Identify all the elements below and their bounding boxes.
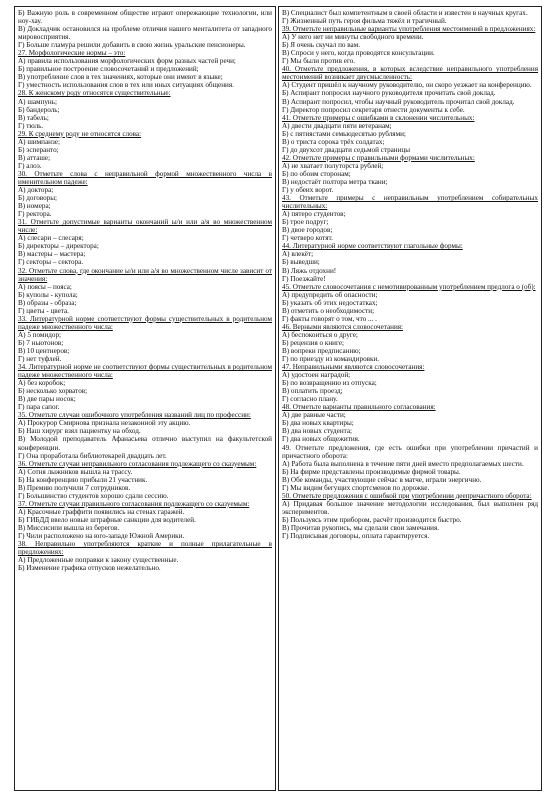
answer-line: А) поясы – пояса; <box>18 282 72 291</box>
answer-line: В) две пары носок; <box>18 395 76 404</box>
answer-line: В) 10 центнеров; <box>18 346 70 355</box>
answer-line: В) Прочитав рукопись, мы сделали свои замечания. <box>282 524 440 532</box>
answer-line: Г) цветы - цвета. <box>18 306 69 315</box>
answer-line: Б) по возвращению из отпуска; <box>282 379 377 388</box>
answer-line: В) мастеры – мастера; <box>18 250 86 259</box>
answer-line: В) употребление слов в тех значениях, которые они имеют в языке; <box>18 73 223 82</box>
answer-line: Г) ректора. <box>18 210 52 219</box>
answer-line: А) У него нет ни минуты свободного времени. <box>282 33 424 42</box>
answer-line: Б) по обоим сторонам; <box>282 169 351 178</box>
answer-line: Г) по приезду из командировки. <box>282 355 380 364</box>
question-text: 28. К женскому роду относятся существительные: <box>18 89 171 98</box>
question-text: 40. Отметьте предложения, в которых вследствие неправильного употребления местоимений возникает двусмысленность: <box>282 65 538 82</box>
answer-line: Г) секторы – сектора. <box>18 258 84 267</box>
answer-line: А) беспокоиться о друге; <box>282 330 358 339</box>
answer-line: Г) четверо котят. <box>282 234 333 243</box>
answer-line: В) Молодой преподаватель Афанасьева отлично выступил на факультетской конференции. <box>18 435 272 452</box>
answer-line: Г) уместность использования слов в тех или иных ситуациях общения. <box>18 81 234 90</box>
answer-line: А) шампунь; <box>18 97 57 106</box>
answer-line: Б) Пользуясь этим прибором, расчёт производится быстро. <box>282 515 462 524</box>
answer-line: В) о триста сорока трёх солдатах; <box>282 137 385 146</box>
answer-line: Б) два новых квартиры; <box>282 419 354 428</box>
answer-line: В) образы - образа; <box>18 298 77 307</box>
answer-line: А) Сотня лыжников вышла на трассу. <box>18 467 133 476</box>
answer-line: Б) рецензия о книге; <box>282 338 344 347</box>
answer-line: Г) до двухсот двадцати седьмой страницы <box>282 145 411 154</box>
answer-line: Б) Наш хирург взял пациентку на обход. <box>18 427 141 436</box>
answer-line: Г) Чили расположено на юго-западе Южной Америки. <box>18 532 185 541</box>
answer-line: Г) Поезжайте! <box>282 274 326 283</box>
answer-line: А) не хватает полуторста рублей; <box>282 161 384 170</box>
answer-line: А) шимпанзе; <box>18 137 60 146</box>
question-text: 48. Отметьте варианты правильного согласования: <box>282 403 436 412</box>
answer-line: Б) Я очень скучал по вам. <box>282 41 361 50</box>
question-text: 46. Верными являются словосочетания: <box>282 322 404 331</box>
answer-line: Б) Важную роль в современном обществе играют опережающие технологии, или ноу-хау. <box>18 9 272 26</box>
answer-line: А) Красочные граффити появились на стенах гаражей. <box>18 507 185 516</box>
question-text: 37. Отметьте случаи правильного согласования подлежащего со сказуемым: <box>18 499 250 508</box>
answer-line: В) Специалист был компетентным в своей области и известен в научных кругах. <box>282 9 528 17</box>
question-text: 35. Отметьте случаи ошибочного употребления названий лиц по профессии: <box>18 411 251 420</box>
question-text: 42. Отметьте примеры с правильными формами числительных: <box>282 153 475 162</box>
answer-line: В) атташе; <box>18 153 51 162</box>
answer-line: В) Спроси у него, когда проводятся консультации. <box>282 49 435 58</box>
answer-line: Г) Мы видим бегущих спортсменов по дорожке. <box>282 483 430 492</box>
question-text: 43. Отметьте примеры с неправильным употреблением собирательных числительных: <box>282 194 538 211</box>
answer-line: Г) у обеих ворот. <box>282 186 334 195</box>
answer-line: В) отметить о необходимости; <box>282 306 375 315</box>
answer-line: В) табель; <box>18 113 49 122</box>
answer-line: Б) директоры – директора; <box>18 242 99 251</box>
answer-line: Г) согласно плану. <box>282 395 338 404</box>
answer-line: Б) выведши; <box>282 258 320 267</box>
answer-line: В) двое городов; <box>282 226 333 235</box>
answer-line: Б) 7 ньютонов; <box>18 338 64 347</box>
question-text: 32. Отметьте слова, где окончание ы/и или а/я во множественном числе зависит от значения: <box>18 266 272 283</box>
answer-line: В) Ляжь отдохни! <box>282 266 337 275</box>
answer-line: Б) На конференцию прибыли 21 участник. <box>18 475 148 484</box>
question-text: 38. Неправильно употребляются краткие и полные прилагательные в предложениях: <box>18 540 272 557</box>
answer-line: А) две равные части; <box>282 411 346 420</box>
question-text: 47. Неправильными являются словосочетания: <box>282 363 425 372</box>
answer-line: Г) два новых общежития. <box>282 435 360 444</box>
answer-line: Г) Подписывая договоры, оплата гарантируется. <box>282 532 430 541</box>
answer-line: А) доктора; <box>18 186 54 195</box>
answer-line: А) Предложенные поправки к закону существенные. <box>18 556 179 565</box>
answer-line: А) Работа была выполнена в течение пяти дней вместо предполагаемых шести. <box>282 459 524 468</box>
question-text: 50. Отметьте предложения с ошибкой при употреблении деепричастного оборота: <box>282 491 532 500</box>
answer-line: В) Обе команды, участвующие сейчас в матче, играли энергично. <box>282 475 482 484</box>
answer-line: Г) Она проработала библиотекарей двадцать лет. <box>18 451 167 460</box>
answer-line: В) Аспирант попросил, чтобы научный руководитель прочитал свой доклад. <box>282 97 515 106</box>
answer-line: Г) Мы были против его. <box>282 57 356 66</box>
answer-line: А) двести двадцати пяти ветеранам; <box>282 121 392 130</box>
question-text: 33. Литературной норме соответствуют формы существительных в родительном падеже множественного числа: <box>18 314 272 331</box>
answer-line: Б) несколько хорватов; <box>18 387 88 396</box>
question-text: 45. Отметьте словосочетания с немотивированным употреблением предлога о (об): <box>282 282 536 291</box>
question-text: 27. Морфологические нормы – это: <box>18 49 126 58</box>
question-text: 30. Отметьте слова с неправильной формой множественного числа в именительном падеже: <box>18 169 272 186</box>
answer-line: А) 5 помидор; <box>18 330 62 339</box>
answer-line: А) удостоен наградой; <box>282 371 351 380</box>
answer-line: В) вопреки предписанию; <box>282 346 361 355</box>
answer-line: Б) бандероль; <box>18 105 60 114</box>
answer-line: А) слесари – слесаря; <box>18 234 84 243</box>
question-text: 34. Литературной норме не соответствуют формы существительных в родительном падеже множественного числа: <box>18 363 272 380</box>
answer-line: Б) ГИБДД ввело новые штрафные санкции для водителей. <box>18 515 196 524</box>
answer-line: В) Докладчик остановился на проблеме отличия нашего менталитета от западного мировосприятия. <box>18 25 272 42</box>
question-text: 44. Литературной норме соответствуют глагольные формы: <box>282 242 463 251</box>
question-text: 36. Отметьте случаи неправильного согласования подлежащего со сказуемым: <box>18 459 257 468</box>
answer-line: Г) тюль. <box>18 121 44 130</box>
answer-line: А) Студент пришёл к научному руководителю, он скоро уезжает на конференцию. <box>282 81 532 90</box>
answer-line: Г) Большинство студентов хорошо сдали сессию. <box>18 491 169 500</box>
answer-line: Г) Больше гламура решили добавить в свою жизнь уральские пенсионеры. <box>18 41 246 50</box>
answer-line: А) предупредить об опасности; <box>282 290 378 299</box>
left-column <box>14 6 276 791</box>
answer-line: В) номера; <box>18 202 51 211</box>
answer-line: 49. Отметьте предложения, где есть ошибки при употреблении причастий и причастного оборота: <box>282 443 538 460</box>
answer-line: Б) На фирме представлены производимые фирмой товары. <box>282 467 461 476</box>
answer-line: Г) Директор попросил секретаря отнести документы к себе. <box>282 105 465 114</box>
answer-line: А) без коробок; <box>18 379 66 388</box>
answer-line: Г) пара сапог. <box>18 403 60 412</box>
answer-line: А) правила использования морфологических форм разных частей речи; <box>18 57 236 66</box>
answer-line: А) Прокурор Смирнова признала незаконной эту акцию. <box>18 419 191 428</box>
answer-line: Б) Изменение графика отпусков нежелательно. <box>18 564 161 573</box>
answer-line: Б) с пятиястами семьюдесятью рублями; <box>282 129 406 138</box>
answer-line: Б) куполы - купола; <box>18 290 78 299</box>
answer-line: В) недостаёт полтора метра ткани; <box>282 177 388 186</box>
answer-line: В) два новых студента; <box>282 427 353 436</box>
answer-line: Б) правильное построение словосочетаний и предложений; <box>18 65 199 74</box>
answer-line: А) Придавая большое значение методологии исследования, был выполнен ряд экспериментов. <box>282 499 538 516</box>
right-column <box>278 6 542 791</box>
answer-line: Б) Аспирант попросил научного руководителя прочитать свой доклад. <box>282 89 496 98</box>
answer-line: В) оплатить проезд; <box>282 387 343 396</box>
answer-line: Г) факты говорят о том, что ... . <box>282 314 377 323</box>
answer-line: А) пятеро студентов; <box>282 210 346 219</box>
question-text: 31. Отметьте допустимые варианты окончаний ы/и или а/я во множественном числе: <box>18 218 272 235</box>
answer-line: Б) указать об этих недостатках; <box>282 298 378 307</box>
answer-line: В) Премию получили 7 сотрудников. <box>18 483 131 492</box>
answer-line: А) влекёт; <box>282 250 314 259</box>
answer-line: Б) эсперанто; <box>18 145 59 154</box>
answer-line: В) Миссисипи вышла из берегов. <box>18 524 120 532</box>
answer-line: Г) Жизненный путь героя фильма тяжёл и трагичный. <box>282 17 447 26</box>
answer-line: Б) договоры; <box>18 194 58 203</box>
answer-line: Б) трое подруг; <box>282 218 329 227</box>
question-text: 29. К среднему роду не относятся слова: <box>18 129 142 138</box>
answer-line: Г) нет туфлей. <box>18 355 62 364</box>
question-text: 41. Отметьте примеры с ошибками в склонении числительных: <box>282 113 475 122</box>
question-text: 39. Отметьте неправильные варианты употребления местоимений в предложениях: <box>282 25 536 34</box>
answer-line: Г) алоэ. <box>18 161 42 170</box>
